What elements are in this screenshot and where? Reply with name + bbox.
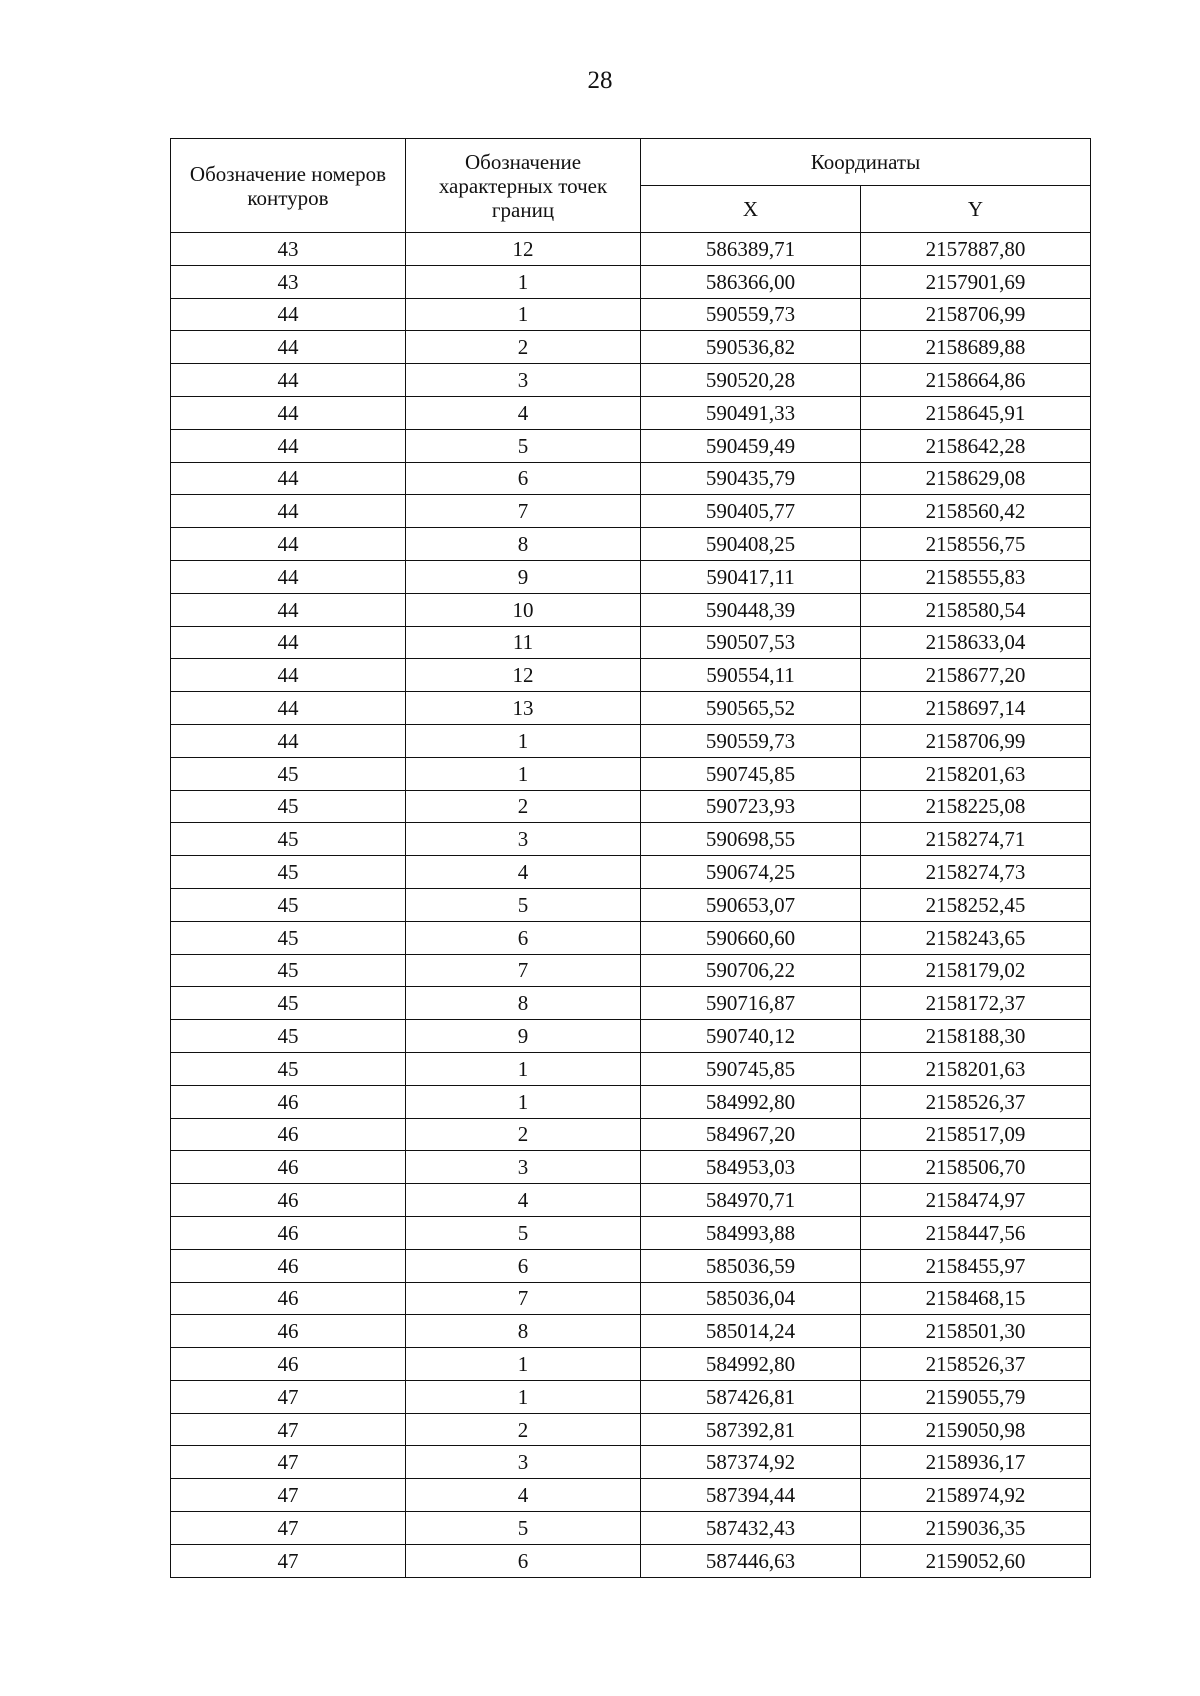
cell-point-number: 4 <box>406 1479 641 1512</box>
table-row <box>171 856 1091 889</box>
cell-x: 590559,73 <box>641 724 861 757</box>
header-coordinates: Координаты <box>641 139 1091 186</box>
cell-x: 584953,03 <box>641 1151 861 1184</box>
table-row <box>171 1020 1091 1053</box>
cell-point-number: 11 <box>406 626 641 659</box>
table-row <box>171 265 1091 298</box>
cell-x: 590559,73 <box>641 298 861 331</box>
cell-contour-number: 47 <box>171 1544 406 1577</box>
table-row <box>171 1216 1091 1249</box>
cell-point-number: 12 <box>406 659 641 692</box>
cell-contour-number: 45 <box>171 790 406 823</box>
cell-point-number: 1 <box>406 1085 641 1118</box>
cell-contour-number: 46 <box>171 1151 406 1184</box>
cell-point-number: 5 <box>406 429 641 462</box>
cell-point-number: 7 <box>406 495 641 528</box>
cell-contour-number: 47 <box>171 1380 406 1413</box>
cell-point-number: 12 <box>406 233 641 266</box>
table-row <box>171 560 1091 593</box>
cell-y: 2158274,73 <box>861 856 1091 889</box>
table-row <box>171 331 1091 364</box>
cell-point-number: 6 <box>406 462 641 495</box>
table-row <box>171 364 1091 397</box>
cell-contour-number: 46 <box>171 1216 406 1249</box>
cell-y: 2159052,60 <box>861 1544 1091 1577</box>
cell-x: 590565,52 <box>641 692 861 725</box>
cell-x: 587432,43 <box>641 1512 861 1545</box>
table-row <box>171 593 1091 626</box>
table-row <box>171 1151 1091 1184</box>
page-number: 28 <box>587 67 613 94</box>
cell-x: 590408,25 <box>641 528 861 561</box>
cell-x: 590554,11 <box>641 659 861 692</box>
cell-point-number: 4 <box>406 396 641 429</box>
cell-contour-number: 46 <box>171 1282 406 1315</box>
cell-point-number: 2 <box>406 790 641 823</box>
cell-x: 590435,79 <box>641 462 861 495</box>
cell-x: 586389,71 <box>641 233 861 266</box>
cell-y: 2158526,37 <box>861 1085 1091 1118</box>
cell-x: 587426,81 <box>641 1380 861 1413</box>
cell-contour-number: 44 <box>171 593 406 626</box>
cell-point-number: 1 <box>406 265 641 298</box>
cell-y: 2158179,02 <box>861 954 1091 987</box>
cell-contour-number: 44 <box>171 692 406 725</box>
cell-x: 587374,92 <box>641 1446 861 1479</box>
table-row <box>171 659 1091 692</box>
cell-x: 590706,22 <box>641 954 861 987</box>
cell-y: 2159055,79 <box>861 1380 1091 1413</box>
cell-point-number: 3 <box>406 1151 641 1184</box>
cell-y: 2158517,09 <box>861 1118 1091 1151</box>
cell-point-number: 5 <box>406 1512 641 1545</box>
table-row <box>171 1315 1091 1348</box>
cell-x: 587392,81 <box>641 1413 861 1446</box>
cell-contour-number: 45 <box>171 1020 406 1053</box>
cell-y: 2158936,17 <box>861 1446 1091 1479</box>
table-row <box>171 1544 1091 1577</box>
cell-x: 587446,63 <box>641 1544 861 1577</box>
cell-y: 2158506,70 <box>861 1151 1091 1184</box>
cell-x: 584993,88 <box>641 1216 861 1249</box>
cell-y: 2158274,71 <box>861 823 1091 856</box>
table-row <box>171 626 1091 659</box>
header-contour-number: Обозначение номеров контуров <box>171 139 406 233</box>
cell-point-number: 6 <box>406 921 641 954</box>
cell-y: 2158474,97 <box>861 1184 1091 1217</box>
cell-x: 590536,82 <box>641 331 861 364</box>
cell-y: 2158188,30 <box>861 1020 1091 1053</box>
table-row <box>171 495 1091 528</box>
cell-y: 2157887,80 <box>861 233 1091 266</box>
cell-x: 590507,53 <box>641 626 861 659</box>
cell-y: 2159050,98 <box>861 1413 1091 1446</box>
table-row <box>171 823 1091 856</box>
table-row <box>171 692 1091 725</box>
cell-contour-number: 45 <box>171 823 406 856</box>
table-row <box>171 462 1091 495</box>
cell-y: 2158501,30 <box>861 1315 1091 1348</box>
cell-point-number: 10 <box>406 593 641 626</box>
table-row <box>171 528 1091 561</box>
cell-y: 2158642,28 <box>861 429 1091 462</box>
cell-y: 2158555,83 <box>861 560 1091 593</box>
table-row <box>171 1184 1091 1217</box>
cell-x: 590448,39 <box>641 593 861 626</box>
cell-y: 2158706,99 <box>861 724 1091 757</box>
cell-contour-number: 44 <box>171 495 406 528</box>
cell-y: 2158560,42 <box>861 495 1091 528</box>
table-row <box>171 429 1091 462</box>
cell-y: 2158201,63 <box>861 757 1091 790</box>
cell-y: 2158697,14 <box>861 692 1091 725</box>
cell-point-number: 1 <box>406 1052 641 1085</box>
cell-point-number: 3 <box>406 823 641 856</box>
table-row <box>171 954 1091 987</box>
table-row <box>171 298 1091 331</box>
cell-point-number: 1 <box>406 724 641 757</box>
cell-contour-number: 46 <box>171 1348 406 1381</box>
cell-x: 590520,28 <box>641 364 861 397</box>
cell-point-number: 6 <box>406 1544 641 1577</box>
cell-contour-number: 44 <box>171 626 406 659</box>
cell-contour-number: 47 <box>171 1512 406 1545</box>
cell-contour-number: 45 <box>171 888 406 921</box>
cell-x: 586366,00 <box>641 265 861 298</box>
cell-y: 2158225,08 <box>861 790 1091 823</box>
cell-y: 2158252,45 <box>861 888 1091 921</box>
cell-point-number: 2 <box>406 1413 641 1446</box>
cell-x: 585036,59 <box>641 1249 861 1282</box>
cell-y: 2158468,15 <box>861 1282 1091 1315</box>
table-row <box>171 1512 1091 1545</box>
cell-point-number: 6 <box>406 1249 641 1282</box>
cell-point-number: 9 <box>406 1020 641 1053</box>
cell-y: 2158556,75 <box>861 528 1091 561</box>
table-row <box>171 1249 1091 1282</box>
table-row <box>171 1282 1091 1315</box>
table-row <box>171 1446 1091 1479</box>
cell-point-number: 1 <box>406 298 641 331</box>
cell-contour-number: 44 <box>171 429 406 462</box>
cell-x: 584967,20 <box>641 1118 861 1151</box>
cell-point-number: 3 <box>406 1446 641 1479</box>
cell-x: 590698,55 <box>641 823 861 856</box>
header-boundary-point: Обозначение характерных точек границ <box>406 139 641 233</box>
cell-contour-number: 43 <box>171 233 406 266</box>
table-row <box>171 888 1091 921</box>
cell-point-number: 8 <box>406 1315 641 1348</box>
cell-contour-number: 44 <box>171 364 406 397</box>
cell-y: 2158689,88 <box>861 331 1091 364</box>
table-row <box>171 233 1091 266</box>
table-body <box>171 233 1091 1578</box>
table-header <box>171 139 1091 233</box>
cell-x: 585036,04 <box>641 1282 861 1315</box>
cell-contour-number: 45 <box>171 757 406 790</box>
cell-y: 2158243,65 <box>861 921 1091 954</box>
cell-x: 590716,87 <box>641 987 861 1020</box>
cell-y: 2158580,54 <box>861 593 1091 626</box>
cell-point-number: 4 <box>406 856 641 889</box>
cell-contour-number: 45 <box>171 954 406 987</box>
cell-y: 2158706,99 <box>861 298 1091 331</box>
cell-point-number: 2 <box>406 1118 641 1151</box>
cell-x: 590745,85 <box>641 1052 861 1085</box>
cell-point-number: 2 <box>406 331 641 364</box>
cell-y: 2158455,97 <box>861 1249 1091 1282</box>
cell-point-number: 13 <box>406 692 641 725</box>
cell-point-number: 1 <box>406 1380 641 1413</box>
cell-point-number: 8 <box>406 987 641 1020</box>
table-row <box>171 1052 1091 1085</box>
cell-x: 590740,12 <box>641 1020 861 1053</box>
cell-x: 590653,07 <box>641 888 861 921</box>
cell-x: 590723,93 <box>641 790 861 823</box>
cell-point-number: 1 <box>406 757 641 790</box>
table-row <box>171 921 1091 954</box>
cell-y: 2158664,86 <box>861 364 1091 397</box>
cell-point-number: 4 <box>406 1184 641 1217</box>
cell-contour-number: 47 <box>171 1479 406 1512</box>
header-x: X <box>641 186 861 233</box>
cell-point-number: 5 <box>406 888 641 921</box>
cell-contour-number: 45 <box>171 987 406 1020</box>
cell-x: 587394,44 <box>641 1479 861 1512</box>
table-row <box>171 1380 1091 1413</box>
table-row <box>171 987 1091 1020</box>
cell-contour-number: 45 <box>171 856 406 889</box>
cell-point-number: 1 <box>406 1348 641 1381</box>
table-row <box>171 1479 1091 1512</box>
cell-contour-number: 46 <box>171 1315 406 1348</box>
cell-contour-number: 45 <box>171 921 406 954</box>
cell-point-number: 7 <box>406 1282 641 1315</box>
cell-x: 590491,33 <box>641 396 861 429</box>
cell-y: 2158629,08 <box>861 462 1091 495</box>
cell-y: 2158201,63 <box>861 1052 1091 1085</box>
cell-point-number: 9 <box>406 560 641 593</box>
cell-x: 590660,60 <box>641 921 861 954</box>
table-row <box>171 790 1091 823</box>
cell-contour-number: 44 <box>171 659 406 692</box>
table-row <box>171 724 1091 757</box>
cell-y: 2157901,69 <box>861 265 1091 298</box>
cell-y: 2158447,56 <box>861 1216 1091 1249</box>
cell-contour-number: 47 <box>171 1413 406 1446</box>
cell-x: 584992,80 <box>641 1348 861 1381</box>
table-row <box>171 1118 1091 1151</box>
cell-point-number: 3 <box>406 364 641 397</box>
cell-y: 2158172,37 <box>861 987 1091 1020</box>
cell-y: 2158633,04 <box>861 626 1091 659</box>
table-row <box>171 757 1091 790</box>
cell-contour-number: 43 <box>171 265 406 298</box>
cell-contour-number: 44 <box>171 331 406 364</box>
cell-contour-number: 44 <box>171 560 406 593</box>
cell-x: 590405,77 <box>641 495 861 528</box>
cell-y: 2158974,92 <box>861 1479 1091 1512</box>
cell-contour-number: 46 <box>171 1118 406 1151</box>
cell-y: 2158526,37 <box>861 1348 1091 1381</box>
cell-x: 590674,25 <box>641 856 861 889</box>
cell-contour-number: 44 <box>171 724 406 757</box>
table-row <box>171 1348 1091 1381</box>
cell-y: 2158645,91 <box>861 396 1091 429</box>
header-y: Y <box>861 186 1091 233</box>
table-row <box>171 1085 1091 1118</box>
cell-y: 2158677,20 <box>861 659 1091 692</box>
cell-x: 584992,80 <box>641 1085 861 1118</box>
cell-point-number: 7 <box>406 954 641 987</box>
cell-x: 584970,71 <box>641 1184 861 1217</box>
cell-contour-number: 44 <box>171 396 406 429</box>
cell-contour-number: 44 <box>171 462 406 495</box>
coordinates-table <box>170 138 1091 1578</box>
cell-point-number: 8 <box>406 528 641 561</box>
cell-contour-number: 47 <box>171 1446 406 1479</box>
cell-contour-number: 46 <box>171 1249 406 1282</box>
cell-x: 590417,11 <box>641 560 861 593</box>
table-row <box>171 1413 1091 1446</box>
cell-x: 590459,49 <box>641 429 861 462</box>
cell-x: 585014,24 <box>641 1315 861 1348</box>
cell-y: 2159036,35 <box>861 1512 1091 1545</box>
cell-contour-number: 44 <box>171 528 406 561</box>
table-row <box>171 396 1091 429</box>
cell-contour-number: 46 <box>171 1085 406 1118</box>
cell-contour-number: 44 <box>171 298 406 331</box>
cell-contour-number: 46 <box>171 1184 406 1217</box>
cell-contour-number: 45 <box>171 1052 406 1085</box>
cell-x: 590745,85 <box>641 757 861 790</box>
cell-point-number: 5 <box>406 1216 641 1249</box>
